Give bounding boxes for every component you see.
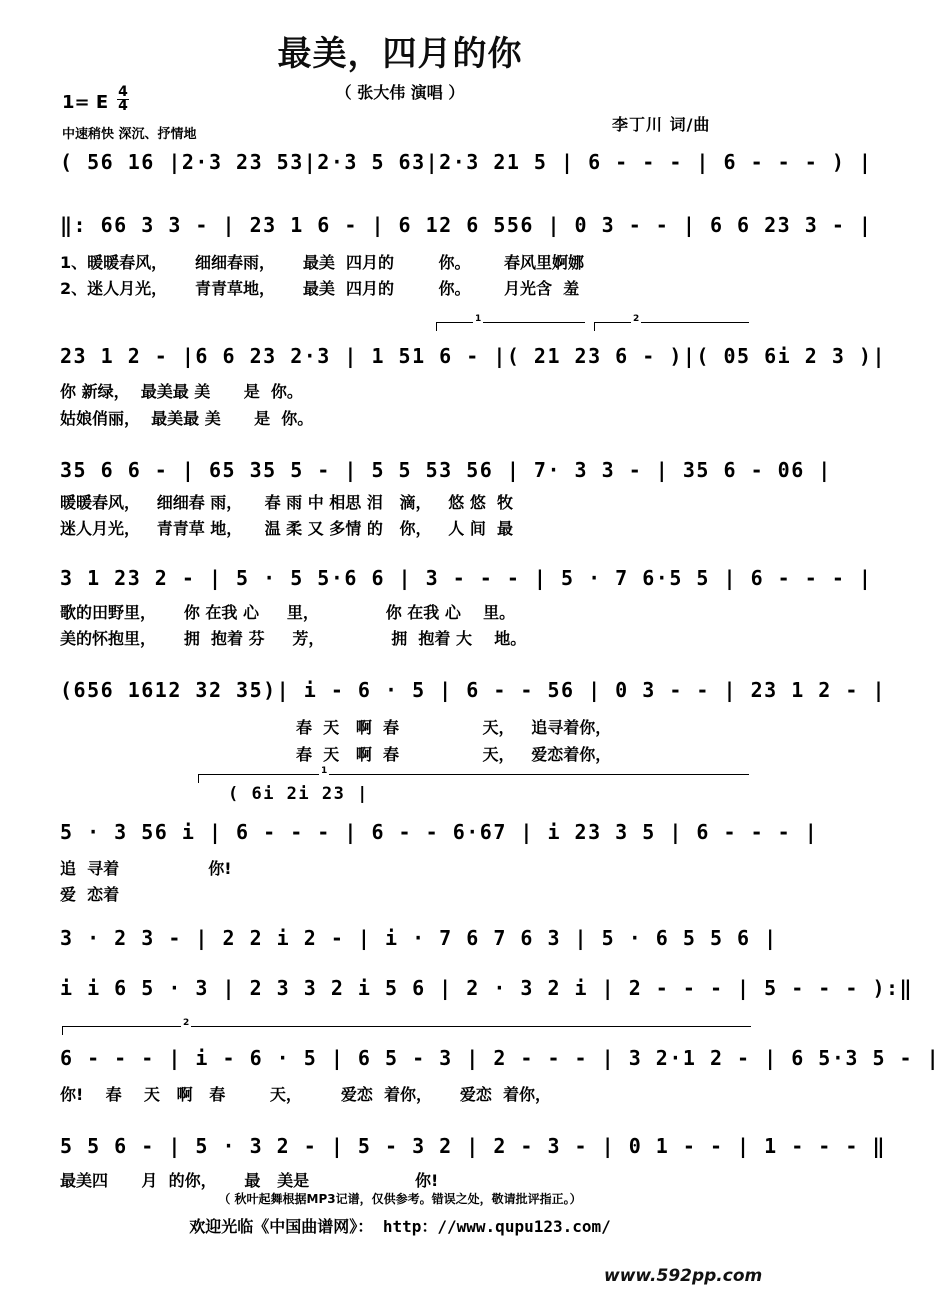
lyric-line: 最美四 月 的你， 最 美是 你! (60, 1171, 439, 1190)
lyric-line: 你! 春 天 啊 春 天， 爱恋 着你， 爱恋 着你， (60, 1085, 551, 1104)
volta-first: 1 (436, 322, 585, 331)
score-line-6: (656 1612 32 35)| i - 6 · 5 | 6 - - 56 | 0 3 - - | 23 1 2 - | (60, 678, 887, 702)
lyric-line: 春 天 啊 春 天， 追寻着你， (296, 718, 612, 737)
lyric-line: 歌的田野里， 你 在我 心 里， 你 在我 心 里。 (60, 603, 516, 622)
song-title: 最美，四月的你 (277, 34, 523, 74)
score-line-9: i i 6 5 · 3 | 2 3 3 2 i 5 6 | 2 · 3 2 i | 2 - - - | 5 - - - ):‖ (60, 976, 914, 1000)
watermark: www.592pp.com (604, 1266, 763, 1286)
score-line-8: 3 · 2 3 - | 2 2 i 2 - | i · 7 6 7 6 3 | 5 · 6 5 5 6 | (60, 926, 778, 950)
volta-second: 2 (594, 322, 749, 331)
score-line-2: ‖: 66 3 3 - | 23 1 6 - | 6 12 6 556 | 0 3 - - | 6 6 23 3 - | (60, 213, 873, 237)
transcription-note: （ 秋叶起舞根据MP3记谱，仅供参考。错误之处，敬请批评指正。） (218, 1192, 582, 1206)
tempo-marking: 中速稍快 深沉、抒情地 (62, 127, 197, 142)
score-line-intro: ( 56 16 |2·3 23 53|2·3 5 63|2·3 21 5 | 6 - - - | 6 - - - ) | (60, 150, 873, 174)
lyric-line: 追 寻着 你! (60, 859, 232, 878)
score-line-4: 35 6 6 - | 65 35 5 - | 5 5 53 56 | 7· 3 3 - | 35 6 - 06 | (60, 458, 832, 482)
lyric-line: 你 新绿， 最美最 美 是 你。 (60, 382, 303, 401)
volta-second-ending: 2 (62, 1026, 751, 1035)
key-signature: 1= E (62, 92, 109, 113)
lyric-line: 姑娘俏丽， 最美最 美 是 你。 (60, 409, 314, 428)
score-line-10: 6 - - - | i - 6 · 5 | 6 5 - 3 | 2 - - - | 3 2·1 2 - | 6 5·3 5 - | (60, 1046, 940, 1070)
ossia-notes: ( 6i 2i 23 | (228, 784, 369, 804)
score-line-5: 3 1 23 2 - | 5 · 5 5·6 6 | 3 - - - | 5 · 7 6·5 5 | 6 - - - | (60, 566, 873, 590)
author-credit: 李丁川 词/曲 (612, 115, 711, 134)
lyric-line: 2、迷人月光， 青青草地， 最美 四月的 你。 月光含 羞 (60, 279, 580, 298)
lyric-line: 春 天 啊 春 天， 爱恋着你， (296, 745, 612, 764)
lyric-line: 1、暖暖春风， 细细春雨， 最美 四月的 你。 春风里婀娜 (60, 253, 584, 272)
time-signature: 4 4 (118, 84, 128, 114)
singer-credit: （ 张大伟 演唱 ） (335, 83, 465, 102)
lyric-line: 美的怀抱里， 拥 抱着 芬 芳， 拥 抱着 大 地。 (60, 629, 527, 648)
score-line-7: 5 · 3 56 i | 6 - - - | 6 - - 6·67 | i 23 3 5 | 6 - - - | (60, 820, 819, 844)
score-line-11: 5 5 6 - | 5 · 3 2 - | 5 - 3 2 | 2 - 3 - | 0 1 - - | 1 - - - ‖ (60, 1134, 887, 1158)
lyric-line: 暖暖春风， 细细春 雨， 春 雨 中 相思 泪 滴， 悠 悠 牧 (60, 493, 513, 512)
site-credit: 欢迎光临《中国曲谱网》： http：//www.qupu123.com/ (189, 1217, 611, 1236)
lyric-line: 爱 恋着 (60, 885, 120, 904)
score-line-3: 23 1 2 - |6 6 23 2·3 | 1 51 6 - |( 21 23 6 - )|( 05 6i 2 3 )| (60, 344, 887, 368)
volta-first-ending: 1 (198, 774, 749, 783)
lyric-line: 迷人月光， 青青草 地， 温 柔 又 多情 的 你， 人 间 最 (60, 519, 513, 538)
